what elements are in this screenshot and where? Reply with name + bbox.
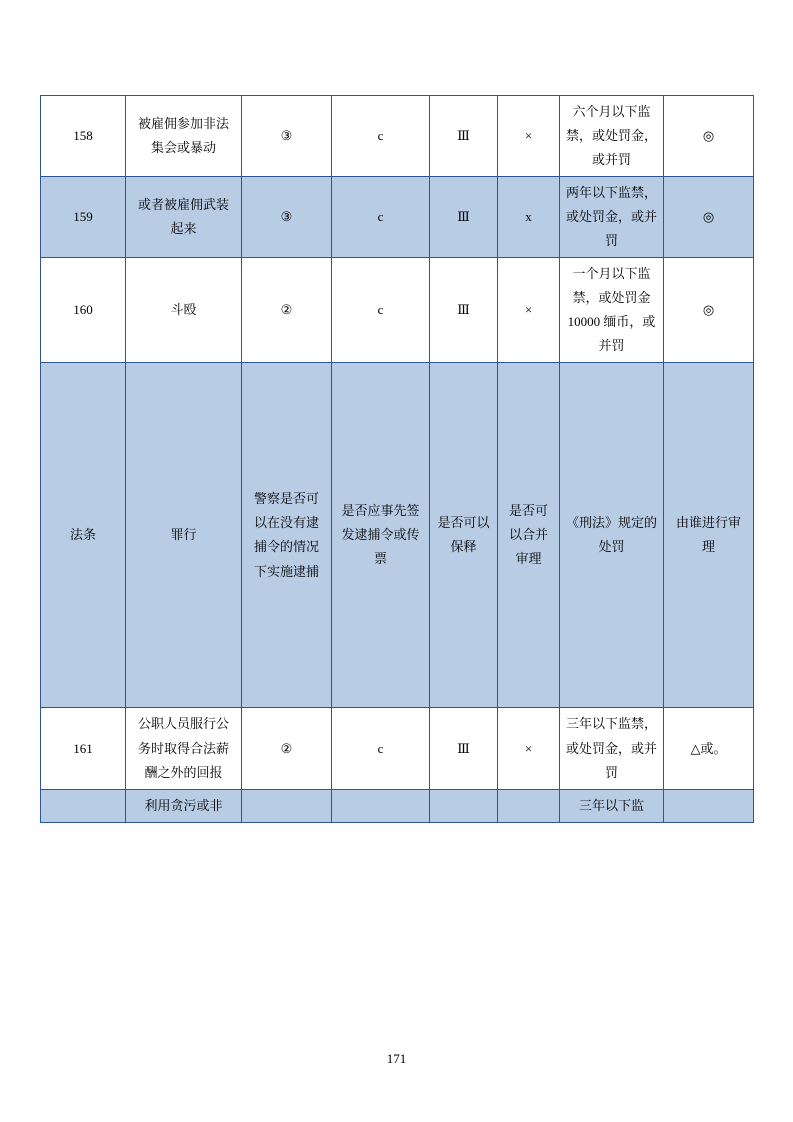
header-article: 法条 <box>41 363 126 708</box>
cell-punishment: 三年以下监禁，或处罚金，或并罚 <box>560 708 664 789</box>
cell-compoundable <box>498 789 560 822</box>
cell-court: ◎ <box>664 96 754 177</box>
table-row <box>41 258 754 363</box>
cell-punishment: 两年以下监禁，或处罚金，或并罚 <box>560 177 664 258</box>
header-arrest-without-warrant: 警察是否可以在没有逮捕令的情况下实施逮捕 <box>242 363 332 708</box>
cell-bailable: Ⅲ <box>430 258 498 363</box>
cell-court: ◎ <box>664 177 754 258</box>
table-row <box>41 96 754 177</box>
cell-punishment: 三年以下监 <box>560 789 664 822</box>
cell-bailable: Ⅲ <box>430 96 498 177</box>
cell-article: 158 <box>41 96 126 177</box>
cell-arrest-without-warrant: ② <box>242 708 332 789</box>
cell-offence: 斗殴 <box>126 258 242 363</box>
cell-warrant-or-summons: c <box>332 177 430 258</box>
cell-punishment: 一个月以下监禁，或处罚金10000 缅币，或并罚 <box>560 258 664 363</box>
cell-compoundable: × <box>498 258 560 363</box>
cell-court <box>664 789 754 822</box>
cell-offence: 或者被雇佣武装起来 <box>126 177 242 258</box>
cell-compoundable: × <box>498 708 560 789</box>
cell-arrest-without-warrant <box>242 789 332 822</box>
cell-arrest-without-warrant: ② <box>242 258 332 363</box>
cell-offence: 利用贪污或非 <box>126 789 242 822</box>
cell-warrant-or-summons <box>332 789 430 822</box>
cell-punishment: 六个月以下监禁，或处罚金，或并罚 <box>560 96 664 177</box>
cell-article: 161 <box>41 708 126 789</box>
cell-warrant-or-summons: c <box>332 708 430 789</box>
table-body <box>41 96 754 823</box>
header-bailable: 是否可以保释 <box>430 363 498 708</box>
header-warrant-or-summons: 是否应事先签发逮捕令或传票 <box>332 363 430 708</box>
header-offence: 罪行 <box>126 363 242 708</box>
cell-arrest-without-warrant: ③ <box>242 96 332 177</box>
cell-article: 160 <box>41 258 126 363</box>
header-punishment: 《刑法》规定的处罚 <box>560 363 664 708</box>
cell-court: △或。 <box>664 708 754 789</box>
cell-bailable: Ⅲ <box>430 708 498 789</box>
cell-article <box>41 789 126 822</box>
cell-bailable <box>430 789 498 822</box>
cell-offence: 被雇佣参加非法集会或暴动 <box>126 96 242 177</box>
cell-court: ◎ <box>664 258 754 363</box>
offences-table <box>40 95 754 823</box>
header-compoundable: 是否可以合并审理 <box>498 363 560 708</box>
table-row <box>41 177 754 258</box>
page-number: 171 <box>386 1051 407 1066</box>
cell-offence: 公职人员服行公务时取得合法薪酬之外的回报 <box>126 708 242 789</box>
cell-bailable: Ⅲ <box>430 177 498 258</box>
cell-compoundable: × <box>498 96 560 177</box>
cell-compoundable: x <box>498 177 560 258</box>
header-court: 由谁进行审理 <box>664 363 754 708</box>
table-row <box>41 789 754 822</box>
cell-warrant-or-summons: c <box>332 258 430 363</box>
cell-arrest-without-warrant: ③ <box>242 177 332 258</box>
table-header-row <box>41 363 754 708</box>
cell-warrant-or-summons: c <box>332 96 430 177</box>
cell-article: 159 <box>41 177 126 258</box>
table-row <box>41 708 754 789</box>
